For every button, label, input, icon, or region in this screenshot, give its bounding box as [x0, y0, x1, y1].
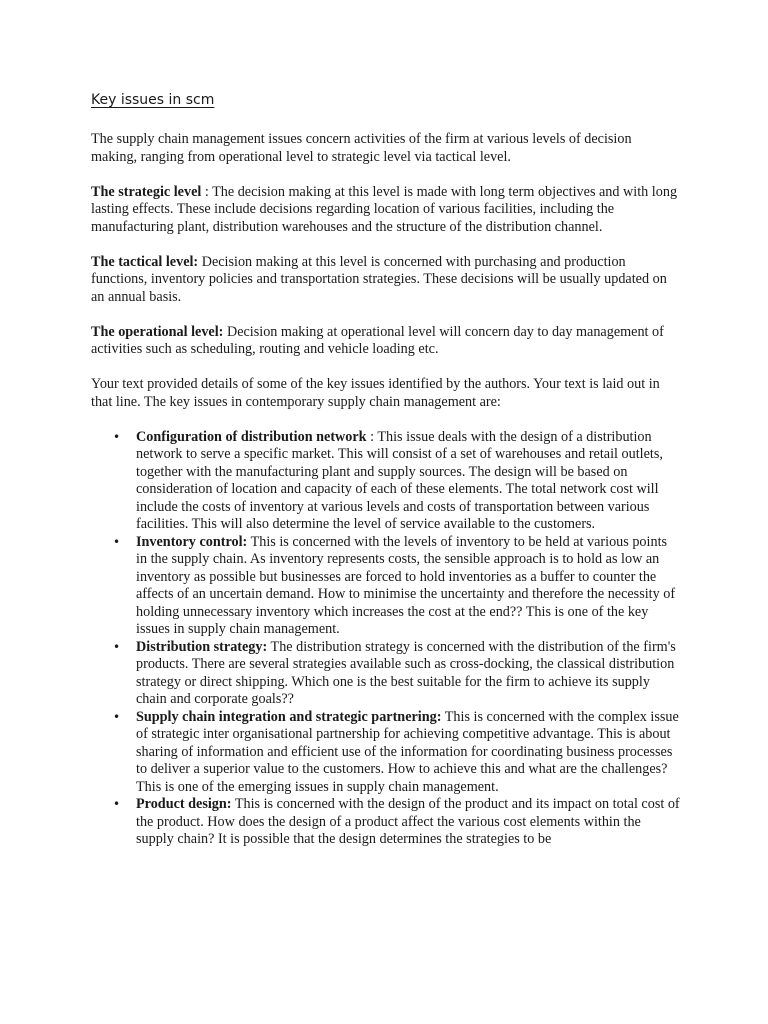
document-body [91, 131, 681, 849]
list-item-product-design [91, 796, 681, 849]
list-item-distribution-strategy [91, 639, 681, 709]
strategic-level-text: The decision making at this level is made with long term objectives and with long lasting effects. These include decisions regarding location of various facilities, including the manufacturing plant, distribution warehouses and the structure of the distribution channel. [91, 183, 678, 235]
issue-term: Supply chain integration and strategic partnering: [136, 708, 442, 725]
list-item-inventory-control [91, 534, 681, 639]
bullet-icon: • [113, 534, 121, 549]
bullet-icon: • [113, 639, 121, 654]
issue-text: The distribution strategy is concerned with the distribution of the firm's products. There are several strategies available such as cross-docking, the classical distribution strategy or direct shipping. Which one is the best suitable for the firm to achieve its supply chain and corporate goals?? [136, 638, 676, 707]
operational-level-paragraph [91, 324, 681, 359]
issue-term: Inventory control: [136, 533, 248, 550]
strategic-level-paragraph [91, 184, 681, 237]
issue-text: This is concerned with the complex issue of strategic inter organisational partnership for achieving competitive advantage. This is about sharing of information and efficient use of the information for coordinating business processes to deliver a superior value to the customers. How to achieve this and what are the challenges? This is one of the emerging issues in supply chain management. [136, 708, 679, 795]
tactical-level-paragraph [91, 254, 681, 307]
issue-text: This is concerned with the design of the product and its impact on total cost of the product. How does the design of a product affect the various cost elements within the supply chain? It is possible that the design determines the strategies to be [136, 796, 680, 847]
lead-in-paragraph: Your text provided details of some of the key issues identified by the authors. Your text is laid out in that line. The key issues in contemporary supply chain management are: [91, 376, 660, 410]
issue-text: This is concerned with the levels of inventory to be held at various points in the supply chain. As inventory represents costs, the sensible approach is to hold as low an inventory as possible but businesses are forced to hold inventories as a buffer to counter the affects of an uncertain demand. How to minimise the uncertainty and therefore the necessity of holding unnecessary inventory which increases the cost at the end?? This is one of the key issues in supply chain management. [136, 533, 676, 637]
bullet-icon: • [113, 797, 121, 811]
tactical-level-term: The tactical level: [91, 253, 199, 270]
list-item-distribution-network [91, 429, 681, 534]
tactical-level-text: Decision making at this level is concerned with purchasing and production functions, inventory policies and transportation strategies. These decisions will be usually updated on an annual basis. [91, 253, 667, 305]
issue-term: Distribution strategy: [136, 638, 268, 655]
list-item-supply-chain-integration [91, 709, 681, 797]
strategic-level-term: The strategic level [91, 183, 202, 200]
page-title: Key issues in scm [91, 92, 215, 108]
key-issues-list [91, 429, 681, 849]
bullet-icon: • [113, 429, 121, 444]
term-separator: : [201, 183, 213, 200]
operational-level-term: The operational level: [91, 323, 224, 340]
intro-paragraph: The supply chain management issues concern activities of the firm at various levels of decision making, ranging from operational level to strategic level via tactical level. [91, 131, 632, 165]
issue-text: This issue deals with the design of a distribution network to serve a specific market. This will consist of a set of warehouses and retail outlets, together with the manufacturing plant and supply sources. The design will be based on consideration of location and capacity of each of these elements. The total network cost will include the costs of inventory at various levels and costs of transportation between various facilities. This will also determine the level of service available to the customers. [136, 428, 663, 532]
term-separator: : [366, 428, 378, 445]
issue-term: Product design: [136, 796, 232, 812]
issue-term: Configuration of distribution network [136, 428, 367, 445]
bullet-icon: • [113, 709, 121, 724]
operational-level-text: Decision making at operational level will concern day to day management of activities such as scheduling, routing and vehicle loading etc. [91, 323, 664, 357]
